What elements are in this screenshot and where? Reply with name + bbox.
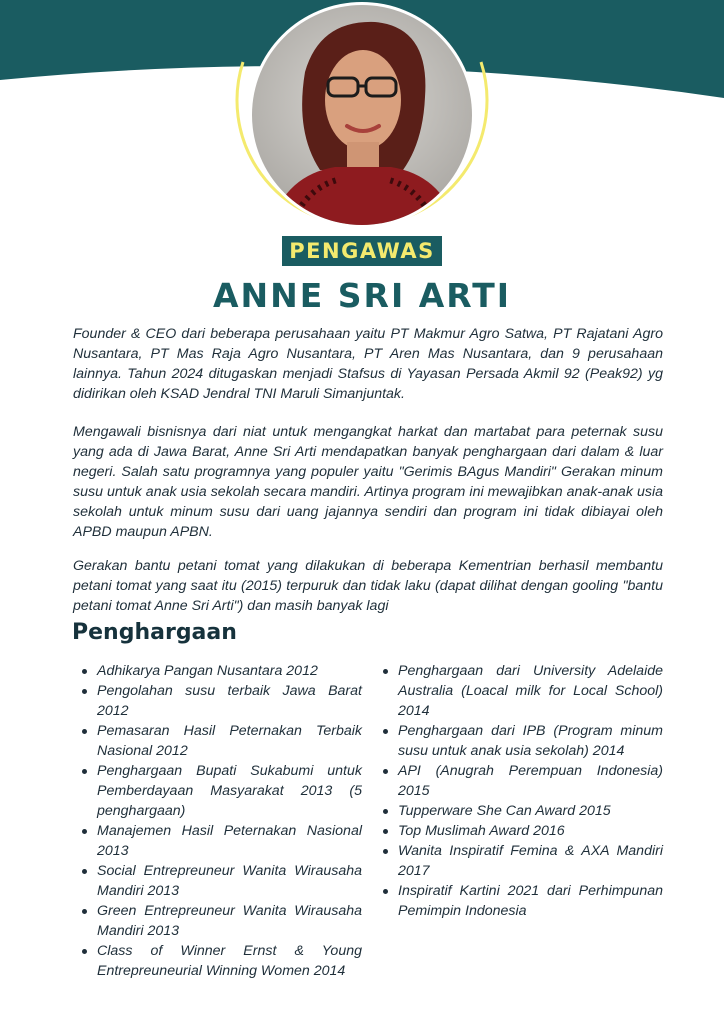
role-badge: PENGAWAS — [282, 236, 442, 266]
award-item: Class of Winner Ernst & Young Entrepreuneurial Winning Women 2014 — [80, 941, 362, 981]
bio-paragraph-3: Gerakan bantu petani tomat yang dilakukan di beberapa Kementrian berhasil membantu petani tomat yang saat itu (2015) terpuruk dan tidak laku (dapat dilihat dengan gooling "bantu petani tomat Anne Sri Arti") dan masih banyak lagi — [73, 558, 663, 614]
award-item: Adhikarya Pangan Nusantara 2012 — [80, 661, 362, 681]
awards-list-left — [80, 661, 362, 981]
bio-paragraph-2: Mengawali bisnisnya dari niat untuk mengangkat harkat dan martabat para peternak susu yang ada di Jawa Barat, Anne Sri Arti mendapatkan banyak penghargaan dari dalam & luar negeri. Salah satu programnya yang populer yaitu "Gerimis BAgus Mandiri" Gerakan minum susu untuk anak usia sekolah secara mandiri. Artinya program ini mewajibkan anak-anak usia sekolah untuk minum susu dari uang jajannya sendiri dan program ini tidak dibiayai oleh APBD maupun APBN. — [73, 424, 663, 540]
award-item: Pemasaran Hasil Peternakan Terbaik Nasional 2012 — [80, 721, 362, 761]
person-name: ANNE SRI ARTI — [212, 276, 511, 315]
awards-heading: Penghargaan — [72, 620, 237, 645]
award-item: Green Entrepreuneur Wanita Wirausaha Mandiri 2013 — [80, 901, 362, 941]
award-item: Penghargaan Bupati Sukabumi untuk Pemberdayaan Masyarakat 2013 (5 penghargaan) — [80, 761, 362, 821]
award-item: Social Entrepreuneur Wanita Wirausaha Mandiri 2013 — [80, 861, 362, 901]
profile-photo — [225, 2, 495, 250]
award-item: Manajemen Hasil Peternakan Nasional 2013 — [80, 821, 362, 861]
awards-list-right — [381, 661, 663, 921]
award-item: Tupperware She Can Award 2015 — [381, 801, 663, 821]
award-item: Penghargaan dari University Adelaide Australia (Loacal milk for Local School) 2014 — [381, 661, 663, 721]
award-item: Wanita Inspiratif Femina & AXA Mandiri 2017 — [381, 841, 663, 881]
award-item: Penghargaan dari IPB (Program minum susu untuk anak usia sekolah) 2014 — [381, 721, 663, 761]
bio-paragraph-1: Founder & CEO dari beberapa perusahaan yaitu PT Makmur Agro Satwa, PT Rajatani Agro Nusantara, PT Mas Raja Agro Nusantara, PT Aren Mas Nusantara, dan 9 perusahaan lainnya. Tahun 2024 ditugaskan menjadi Stafsus di Yayasan Persada Akmil 92 (Peak92) yg didirikan oleh KSAD Jendral TNI Maruli Simanjuntak. — [73, 326, 663, 402]
award-item: API (Anugrah Perempuan Indonesia) 2015 — [381, 761, 663, 801]
award-item: Pengolahan susu terbaik Jawa Barat 2012 — [80, 681, 362, 721]
award-item: Top Muslimah Award 2016 — [381, 821, 663, 841]
award-item: Inspiratif Kartini 2021 dari Perhimpunan Pemimpin Indonesia — [381, 881, 663, 921]
